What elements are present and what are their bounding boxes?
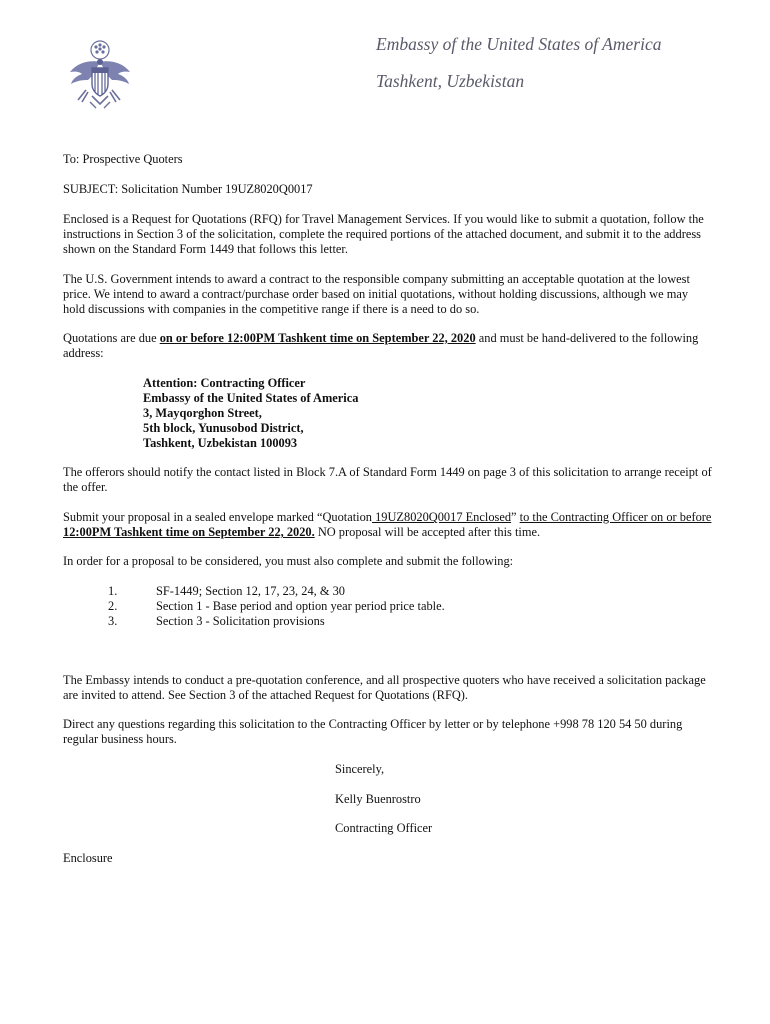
paragraph-submit [63,510,713,540]
paragraph-conference: The Embassy intends to conduct a pre-quotation conference, and all prospective quoters who have received a solicitation package are invited to attend. See Section 3 of the attached Request for Quotations (RFQ). [63,673,706,702]
address-line: Tashkent, Uzbekistan 100093 [143,436,298,450]
submit-text-d: to the Contracting Officer on or before [519,510,712,524]
enclosure-note: Enclosure [63,851,113,865]
embassy-name: Embassy of the United States of America [376,34,662,54]
due-deadline: on or before 12:00PM Tashkent time on September 22, 2020 [159,331,476,345]
list-item [105,614,445,629]
list-text: SF-1449; Section 12, 17, 23, 24, & 30 [156,584,345,598]
submit-text-c: ” [511,510,520,524]
requirements-list [105,584,445,629]
list-text: Section 1 - Base period and option year period price table. [156,599,445,613]
list-number: 2. [108,599,118,613]
due-text-c: and must be hand-delivered to the following address: [63,331,699,360]
list-item [105,584,445,599]
delivery-address [143,376,358,451]
submit-text-f: NO proposal will be accepted after this time. [314,525,541,539]
signer-title: Contracting Officer [335,821,433,835]
closing: Sincerely, [335,762,385,776]
address-line: Attention: Contracting Officer [143,376,306,390]
great-seal-logo [66,38,134,110]
paragraph-requirements: In order for a proposal to be considered, you must also complete and submit the following: [63,554,514,568]
submit-deadline: 12:00PM Tashkent time on September 22, 2020. [63,525,315,539]
paragraph-intro: Enclosed is a Request for Quotations (RFQ) for Travel Management Services. If you would like to submit a quotation, follow the instructions in Section 3 of the solicitation, complete the required portions of the attached document, and submit it to the address shown on the Standard Form 1449 that follows this letter. [63,212,704,256]
list-number: 3. [108,614,118,628]
paragraph-questions: Direct any questions regarding this solicitation to the Contracting Officer by letter or by telephone +998 78 120 54 50 during regular business hours. [63,717,683,746]
submit-text-a: Submit your proposal in a sealed envelope marked “Quotation [63,510,372,524]
signer-name: Kelly Buenrostro [335,792,421,806]
address-line: Embassy of the United States of America [143,391,359,405]
subject-line: SUBJECT: Solicitation Number 19UZ8020Q0017 [63,182,313,196]
paragraph-notify: The offerors should notify the contact listed in Block 7.A of Standard Form 1449 on page 3 of this solicitation to arrange receipt of the offer. [63,465,712,494]
recipient-line: To: Prospective Quoters [63,152,183,166]
submit-quotation-number: 19UZ8020Q0017 Enclosed [372,510,512,524]
address-line: 5th block, Yunusobod District, [143,421,304,435]
embassy-location: Tashkent, Uzbekistan [376,71,525,91]
address-line: 3, Mayqorghon Street, [143,406,262,420]
due-text-a: Quotations are due [63,331,160,345]
paragraph-award: The U.S. Government intends to award a contract to the responsible company submitting an acceptable quotation at the lowest price. We intend to award a contract/purchase order based on initial quotations, without holding discussions, although we may hold discussions with companies in the competitive range if there is a need to do so. [63,272,690,316]
list-item [105,599,445,614]
paragraph-due-date [63,331,713,361]
list-number: 1. [108,584,118,598]
list-text: Section 3 - Solicitation provisions [156,614,325,628]
